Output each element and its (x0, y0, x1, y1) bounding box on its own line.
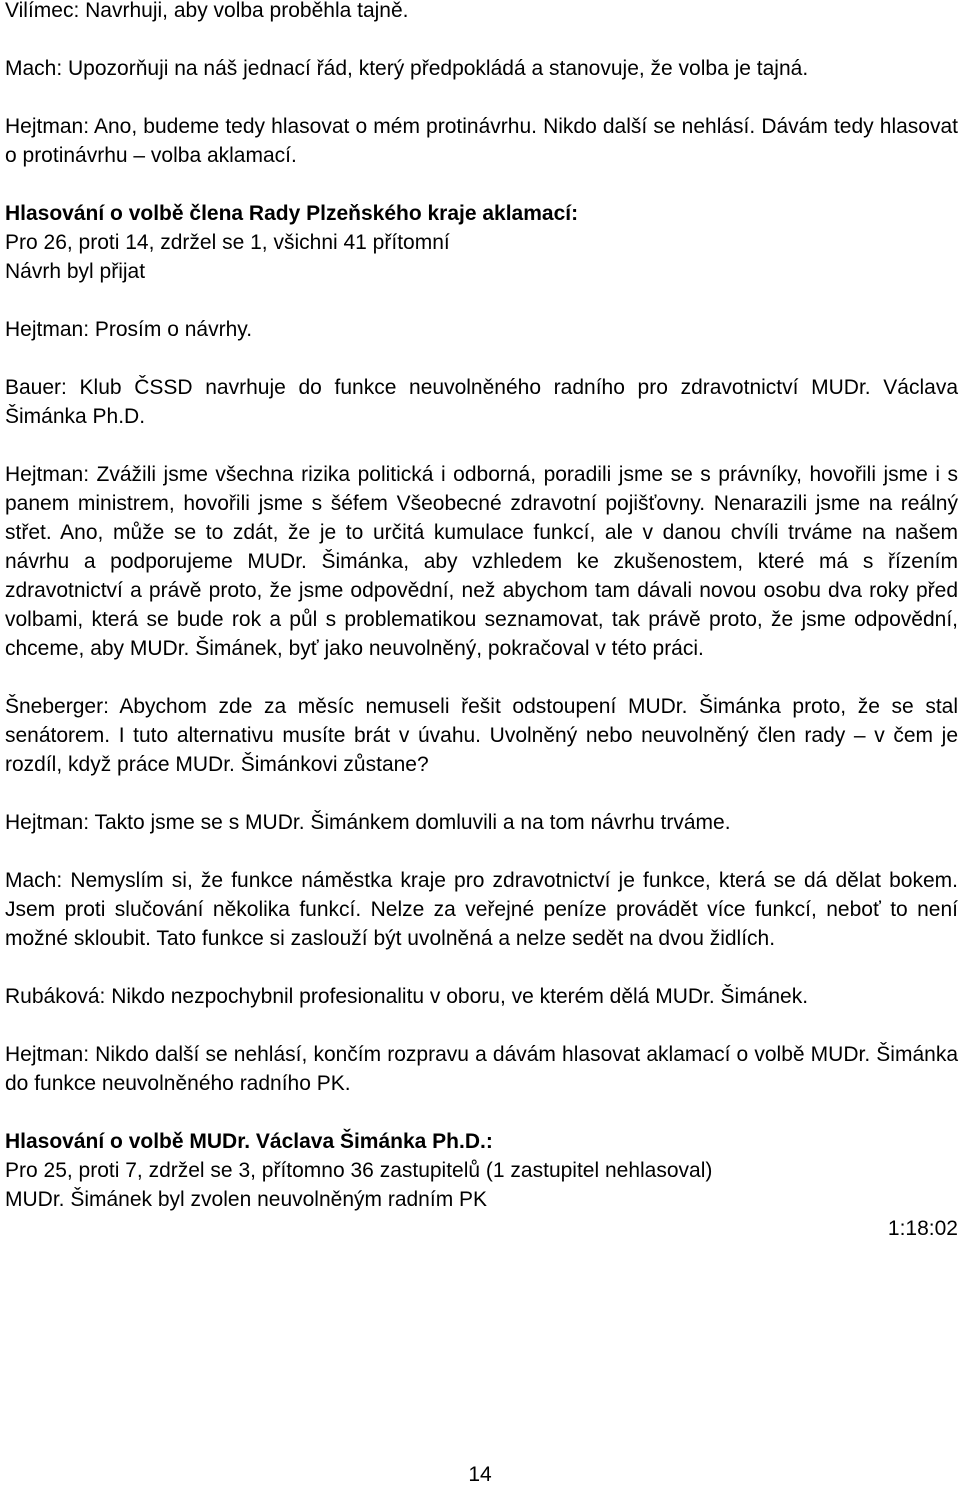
paragraph-hejtman-1: Hejtman: Ano, budeme tedy hlasovat o mém protinávrhu. Nikdo další se nehlásí. Dávám tedy hlasovat o protinávrhu – volba aklamací. (5, 115, 958, 167)
paragraph-hejtman-5: Hejtman: Nikdo další se nehlásí, končím rozpravu a dávám hlasovat aklamací o volbě MUDr. Šimánka do funkce neuvolněného radního PK. (5, 1043, 958, 1095)
paragraph-vilimec: Vilímec: Navrhuji, aby volba proběhla tajně. (5, 0, 409, 22)
vote2-outcome: MUDr. Šimánek byl zvolen neuvolněným radním PK (5, 1188, 488, 1211)
document-page (5, 0, 958, 1243)
paragraph-hejtman-2: Hejtman: Prosím o návrhy. (5, 318, 253, 341)
paragraph-mach-1: Mach: Upozorňuji na náš jednací řád, který předpokládá a stanovuje, že volba je tajná. (5, 57, 809, 80)
vote1-result: Pro 26, proti 14, zdržel se 1, všichni 41 přítomní (5, 231, 450, 254)
vote1-outcome: Návrh byl přijat (5, 260, 146, 283)
paragraph-bauer: Bauer: Klub ČSSD navrhuje do funkce neuvolněného radního pro zdravotnictví MUDr. Václava Šimánka Ph.D. (5, 376, 958, 428)
paragraph-hejtman-3: Hejtman: Zvážili jsme všechna rizika politická i odborná, poradili jsme se s právníky, hovořili jsme i s panem ministrem, hovořili jsme s šéfem Všeobecné zdravotní pojišťovny. Nenarazili jsme na reálný střet. Ano, může se to zdát, že je to určitá kumulace funkcí, ale v danou chvíli trváme na našem návrhu a podporujeme MUDr. Šimánka, aby vzhledem ke zkušenostem, které má s řízením zdravotnictví a právě proto, že jsme odpovědní, než abychom tam dávali novou osobu dva roky před volbami, která se bude rok a půl s problematikou seznamovat, tak právě proto, že jsme odpovědní, chceme, aby MUDr. Šimánek, byť jako neuvolněný, pokračoval v této práci. (5, 463, 958, 660)
page-number: 14 (468, 1463, 492, 1486)
timestamp: 1:18:02 (887, 1217, 958, 1240)
paragraph-rubakova: Rubáková: Nikdo nezpochybnil profesionalitu v oboru, ve kterém dělá MUDr. Šimánek. (5, 985, 809, 1008)
vote2-result: Pro 25, proti 7, zdržel se 3, přítomno 36 zastupitelů (1 zastupitel nehlasoval) (5, 1159, 713, 1182)
vote2-heading: Hlasování o volbě MUDr. Václava Šimánka Ph.D.: (5, 1130, 493, 1153)
paragraph-hejtman-4: Hejtman: Takto jsme se s MUDr. Šimánkem domluvili a na tom návrhu trváme. (5, 811, 731, 834)
paragraph-sneberger: Šneberger: Abychom zde za měsíc nemuseli řešit odstoupení MUDr. Šimánka proto, že se stal senátorem. I tuto alternativu musíte brát v úvahu. Uvolněný nebo neuvolněný člen rady – v čem je rozdíl, když práce MUDr. Šimánkovi zůstane? (5, 695, 958, 776)
vote1-heading: Hlasování o volbě člena Rady Plzeňského kraje aklamací: (5, 202, 579, 225)
paragraph-mach-2: Mach: Nemyslím si, že funkce náměstka kraje pro zdravotnictví je funkce, která se dá dělat bokem. Jsem proti slučování několika funkcí. Nelze za veřejné peníze provádět více funkcí, neboť to není možné skloubit. Tato funkce si zaslouží být uvolněná a nelze sedět na dvou židlích. (5, 869, 958, 950)
